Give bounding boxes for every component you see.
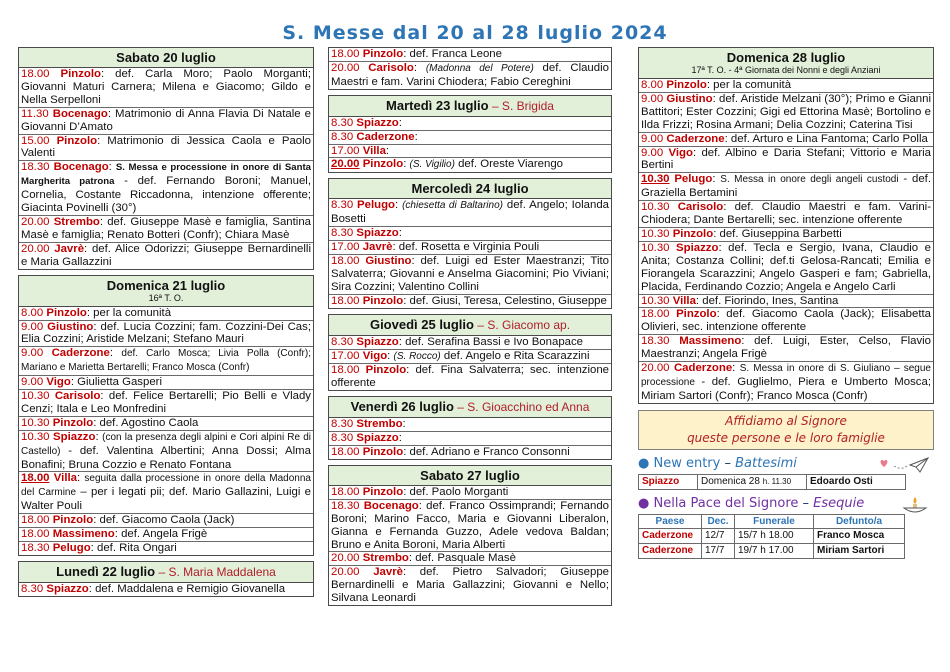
battesimi-table <box>638 474 906 490</box>
mass-row: 20.00 Javrè: def. Alice Odorizzi; Giuseppe Bernardinelli e Maria Gallazzini <box>21 242 311 268</box>
mass-row: 18.30 Massimeno: def. Luigi, Ester, Celso, Flavio Maestranzi; Angela Frigè <box>641 335 931 361</box>
mass-row: 8.30 Strembo: <box>331 418 406 431</box>
day-lunedi-22-continued <box>328 47 612 90</box>
mass-row: 18.00 Villa: seguita dalla processione in onore della Madonna del Carmine – per i legati pii; def. Mario Gallazini, Luigi e Walter Pouli <box>21 472 311 513</box>
mass-row: 15.00 Pinzolo: Matrimonio di Jessica Caola e Paolo Valenti <box>21 134 311 160</box>
day-header: Sabato 27 luglio <box>329 466 611 486</box>
table-header-row: Paese Dec. Funerale Defunto/a <box>639 514 905 528</box>
day-sabato-27 <box>328 465 612 606</box>
mass-row: 17.00 Javrè: def. Rosetta e Virginia Pouli <box>329 240 611 254</box>
table-row: Spiazzo Domenica 28 h. 11.30 Edoardo Osti <box>639 474 906 489</box>
mass-row: 10.30 Carisolo: def. Claudio Maestri e fam. Varini-Chiodera; Dante Bertarelli; sec. intenzione offerente <box>639 200 933 227</box>
page-title: S. Messe dal 20 al 28 luglio 2024 <box>282 22 668 44</box>
mass-row: 18.00 Pinzolo: def. Franca Leone <box>331 48 502 60</box>
mass-row: 20.00 Pinzolo: (S. Vigilio) def. Oreste Viarengo <box>329 157 611 172</box>
mass-row: 10.30 Spiazzo: (con la presenza degli alpini e Cori alpini Re di Castello) - def. Valentina Albertini; Anna Dossi; Alma Bonafini; Bruna Cozzio e Renato Fontana <box>21 430 311 471</box>
mass-row: 18.00 Pinzolo: def. Carla Moro; Paolo Morganti; Giovanni Maturi Carnera; Milena e Giacomo; Gildo e Nella Serpelloni <box>21 68 311 106</box>
mass-row: 8.00 Pinzolo: per la comunità <box>641 79 792 91</box>
mass-row: 18.30 Bocenago: S. Messa e processione in onore di Santa Margherita patrona - def. Fernando Boroni; Manuel, Cornelia, Costante Riccadonna, intenzione offerente; Giacinta Povinelli (30°) <box>21 161 311 215</box>
mass-row: 18.30 Bocenago: def. Franco Ossimprandi; Fernando Boroni; Marino Facco, Maria e Giovanni Liberalon, Gianna e Fernanda Guzzo, Adele vedova Baldan; Bruno e Anita Boroni, Maria Alberti <box>331 499 609 551</box>
mass-row: 18.00 Pinzolo: def. Giacomo Caola (Jack); Elisabetta Olivieri, sec. intenzione offerente <box>641 308 931 334</box>
mass-row: 18.00 Pinzolo: def. Fina Salvaterra; sec. intenzione offerente <box>331 364 610 390</box>
affidiamo-line1: Affidiamo al Signore <box>725 413 847 428</box>
column-left <box>18 47 314 597</box>
mass-row: 18.00 Giustino: def. Luigi ed Ester Maestranzi; Tito Salvaterra; Giovanni e Anselma Giacomini; Pio Viviani; Sira Cozzini; Valentino Collini <box>331 254 609 293</box>
mass-row: 18.00 Pinzolo: def. Adriano e Franco Consonni <box>329 445 611 459</box>
day-header: Domenica 21 luglio 16ª T. O. <box>19 276 313 307</box>
esequie-heading: ● Nella Pace del Signore – Esequie <box>638 496 934 514</box>
mass-row: 20.00 Strembo: def. Pasquale Masè <box>329 551 611 565</box>
affidiamo-line2: queste persone e le loro famiglie <box>687 430 885 445</box>
affidiamo-box <box>638 410 934 450</box>
day-lunedi-22 <box>18 561 314 597</box>
esequie-table <box>638 514 905 559</box>
day-header: Martedì 23 luglio – S. Brigida <box>329 96 611 117</box>
day-domenica-28 <box>638 47 934 404</box>
mass-row: 8.30 Pelugo: (chiesetta di Baltarino) def. Angelo; Iolanda Bosetti <box>331 199 609 226</box>
mass-row: 17.00 Villa: <box>329 144 611 158</box>
mass-row: 11.30 Bocenago: Matrimonio di Anna Flavia Di Natale e Giovanni D’Amato <box>21 107 311 133</box>
day-sabato-20 <box>18 47 314 270</box>
mass-row: 9.00 Giustino: def. Lucia Cozzini; fam. Cozzini-Dei Cas; Elia Cozzini; Aristide Melzani; Stefano Mauri <box>21 320 312 346</box>
mass-row: 20.00 Carisolo: (Madonna del Potere) def. Claudio Maestri e fam. Varini Chiodera; Fabio Cereghini <box>329 61 611 89</box>
battesimi-heading: ● New entry – Battesimi <box>638 456 934 474</box>
mass-row: 9.00 Vigo: def. Albino e Daria Stefani; Vittorio e Maria Bertini <box>641 146 931 172</box>
mass-row: 8.30 Spiazzo: def. Serafina Bassi e Ivo Bonapace <box>331 335 584 348</box>
day-header: Mercoledì 24 luglio <box>329 179 611 199</box>
mass-row: 8.30 Caderzone: <box>329 130 611 144</box>
table-row: Caderzone 17/7 19/7 h 17.00 Miriam Sartori <box>639 543 905 558</box>
day-header: Sabato 20 luglio <box>19 48 313 68</box>
table-row: Caderzone 12/7 15/7 h 18.00 Franco Mosca <box>639 528 905 543</box>
mass-row: 10.30 Villa: def. Fiorindo, Ines, Santina <box>639 294 933 308</box>
mass-row: 8.30 Spiazzo: def. Maddalena e Remigio Giovanella <box>21 582 286 595</box>
day-header: Domenica 28 luglio 17ª T. O. - 4ª Giornata dei Nonni e degli Anziani <box>639 48 933 79</box>
candle-icon <box>900 496 930 520</box>
mass-row: 20.00 Caderzone: S. Messa in onore di S. Giuliano – segue processione - def. Guglielmo, Piera e Umberto Mosca; Miriam Sartori (Confr); Franco Mosca (Confr) <box>641 362 931 402</box>
mass-row: 18.00 Pinzolo: def. Giacomo Caola (Jack) <box>19 513 313 527</box>
mass-row: 9.00 Caderzone: def. Arturo e Lina Fantoma; Carlo Polla <box>639 132 933 146</box>
mass-row: 18.00 Pinzolo: def. Giusi, Teresa, Celestino, Giuseppe <box>329 294 611 308</box>
mass-row: 9.00 Caderzone: def. Carlo Mosca; Livia Polla (Confr); Mariano e Marietta Bertarelli; Franco Mosca (Confr) <box>19 346 313 375</box>
mass-row: 18.00 Pinzolo: def. Paolo Morganti <box>331 485 509 498</box>
day-venerdi-26 <box>328 396 612 460</box>
paper-plane-icon <box>878 456 930 478</box>
mass-row: 8.30 Spiazzo: <box>329 226 611 240</box>
day-giovedi-25 <box>328 314 612 392</box>
mass-row: 9.00 Giustino: def. Aristide Melzani (30°); Primo e Gianni Battitori; Ester Cozzini; Gigi ed Ettorina Masè; Bortolino e Ilda Frizzi; Rosina Armani; Delia Cozzini; Caterina Tisi <box>641 92 931 131</box>
day-header: Giovedì 25 luglio – S. Giacomo ap. <box>329 315 611 336</box>
mass-row: 18.30 Pelugo: def. Rita Ongari <box>19 541 313 555</box>
mass-row: 20.00 Strembo: def. Giuseppe Masè e famiglia, Santina Masè e famiglia; Renato Botteri (Confr); Chiara Masè <box>21 215 311 241</box>
day-header: Lunedì 22 luglio – S. Maria Maddalena <box>19 562 313 583</box>
day-domenica-21 <box>18 275 314 556</box>
mass-row: 9.00 Vigo: Giulietta Gasperi <box>19 375 313 389</box>
mass-row: 20.00 Javrè: def. Pietro Salvadori; Giuseppe Bernardinelli e Maria Gallazzini; Giovanni e Nello; Silvana Leonardi <box>331 566 609 605</box>
day-header: Venerdì 26 luglio – S. Gioacchino ed Anna <box>329 397 611 418</box>
mass-row: 10.30 Spiazzo: def. Tecla e Sergio, Ivana, Claudio e Anita; Costanza Collini; def.ti Gelosa-Rancati; Emilia e Fiorangela Scarazzini; Angelo Gasperi e fam; Gabriella, Placida, Ferdinando Cozzio; Angela e Angelo Carli <box>641 241 931 293</box>
column-right <box>638 47 934 559</box>
mass-row: 8.00 Pinzolo: per la comunità <box>21 306 172 319</box>
mass-row: 10.30 Carisolo: def. Felice Bertarelli; Pio Belli e Vlady Cenzi; Itala e Leo Monfredini <box>21 390 311 415</box>
day-mercoledi-24 <box>328 178 612 308</box>
mass-row: 8.30 Spiazzo: <box>331 116 402 129</box>
day-martedi-23 <box>328 95 612 174</box>
mass-row: 17.00 Vigo: (S. Rocco) def. Angelo e Rita Scarazzini <box>329 349 611 364</box>
mass-row: 10.30 Pinzolo: def. Giuseppina Barbetti <box>639 227 933 241</box>
mass-row: 10.30 Pinzolo: def. Agostino Caola <box>19 416 313 430</box>
mass-row: 18.00 Massimeno: def. Angela Frigè <box>19 527 313 541</box>
mass-row: 8.30 Spiazzo: <box>329 431 611 445</box>
mass-row: 10.30 Pelugo: S. Messa in onore degli angeli custodi - def. Graziella Bertamini <box>641 173 931 200</box>
column-middle <box>328 47 612 606</box>
